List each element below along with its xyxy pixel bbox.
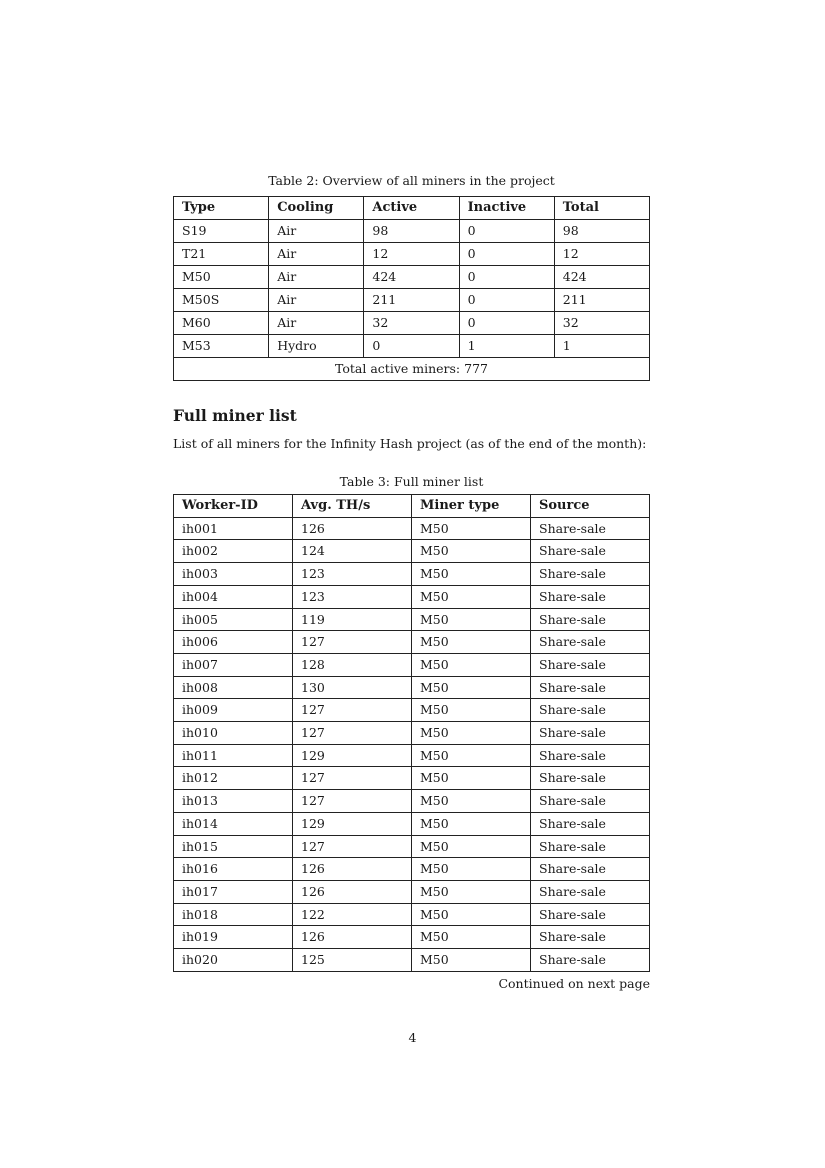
table-cell: 0: [364, 335, 459, 358]
total-active-miners: Total active miners: 777: [174, 358, 650, 381]
table-cell: M50: [412, 744, 531, 767]
table-cell: Share-sale: [531, 699, 650, 722]
table-cell: Share-sale: [531, 676, 650, 699]
table2-caption: Table 2: Overview of all miners in the project: [268, 173, 555, 188]
table-cell: 32: [364, 312, 459, 335]
table-cell: 127: [293, 631, 412, 654]
table-cell: ih010: [174, 722, 293, 745]
table-row: [174, 540, 650, 563]
table-cell: 12: [554, 243, 649, 266]
table-cell: Share-sale: [531, 790, 650, 813]
table-cell: ih001: [174, 517, 293, 540]
header-active: Active: [364, 197, 459, 220]
table-cell: Share-sale: [531, 858, 650, 881]
table-cell: ih005: [174, 608, 293, 631]
table-cell: M50: [412, 880, 531, 903]
table-cell: 211: [554, 289, 649, 312]
table-cell: ih008: [174, 676, 293, 699]
table-cell: Share-sale: [531, 722, 650, 745]
table-row: [174, 767, 650, 790]
continued-note: Continued on next page: [498, 976, 650, 991]
miner-overview-table: [173, 196, 650, 381]
table-row: [174, 676, 650, 699]
table-cell: 125: [293, 949, 412, 972]
table-cell: 32: [554, 312, 649, 335]
table-cell: ih011: [174, 744, 293, 767]
table-cell: ih003: [174, 563, 293, 586]
table-cell: Share-sale: [531, 880, 650, 903]
table-cell: M50: [412, 949, 531, 972]
table-cell: ih013: [174, 790, 293, 813]
table-cell: ih016: [174, 858, 293, 881]
table-row: [174, 312, 650, 335]
header-type: Type: [174, 197, 269, 220]
table-cell: M50: [412, 722, 531, 745]
header-inactive: Inactive: [459, 197, 554, 220]
table3-caption: Table 3: Full miner list: [339, 474, 484, 489]
table-cell: 123: [293, 585, 412, 608]
table-cell: 12: [364, 243, 459, 266]
table-cell: Air: [269, 289, 364, 312]
table-row: [174, 517, 650, 540]
table-cell: 123: [293, 563, 412, 586]
table-row: [174, 289, 650, 312]
table-cell: M50: [412, 767, 531, 790]
full-miner-list-table: [173, 494, 650, 972]
table-cell: Share-sale: [531, 744, 650, 767]
table-row: [174, 903, 650, 926]
table-row: [174, 858, 650, 881]
table-cell: M50: [412, 812, 531, 835]
table-cell: Share-sale: [531, 903, 650, 926]
table-cell: Share-sale: [531, 517, 650, 540]
table-cell: M50: [412, 540, 531, 563]
header-source: Source: [531, 495, 650, 518]
table-cell: Share-sale: [531, 926, 650, 949]
table-cell: 424: [364, 266, 459, 289]
table-cell: 127: [293, 699, 412, 722]
table-row: [174, 812, 650, 835]
table-cell: M50: [412, 631, 531, 654]
table-cell: M50: [412, 858, 531, 881]
table-cell: Share-sale: [531, 949, 650, 972]
table-cell: ih015: [174, 835, 293, 858]
table-row: [174, 631, 650, 654]
table-cell: 1: [554, 335, 649, 358]
table-cell: M50: [174, 266, 269, 289]
table-cell: 126: [293, 517, 412, 540]
table-cell: ih019: [174, 926, 293, 949]
table-row: [174, 220, 650, 243]
table-cell: 130: [293, 676, 412, 699]
table-row: [174, 653, 650, 676]
table-cell: Share-sale: [531, 540, 650, 563]
table-row: [174, 880, 650, 903]
table-cell: ih002: [174, 540, 293, 563]
header-total: Total: [554, 197, 649, 220]
table-cell: 126: [293, 858, 412, 881]
table-cell: 129: [293, 812, 412, 835]
table-cell: Share-sale: [531, 585, 650, 608]
table-header-row: [174, 197, 650, 220]
table-cell: 127: [293, 767, 412, 790]
table-cell: M50: [412, 676, 531, 699]
table-row: [174, 243, 650, 266]
page-number: 4: [408, 1030, 417, 1045]
table-cell: M50: [412, 517, 531, 540]
table-cell: M50: [412, 608, 531, 631]
header-miner-type: Miner type: [412, 495, 531, 518]
table-cell: 127: [293, 835, 412, 858]
table-header-row: [174, 495, 650, 518]
table-cell: 124: [293, 540, 412, 563]
table-cell: M60: [174, 312, 269, 335]
table-cell: Hydro: [269, 335, 364, 358]
section-intro: List of all miners for the Infinity Hash project (as of the end of the month):: [173, 436, 647, 451]
table-row: [174, 744, 650, 767]
table-cell: ih020: [174, 949, 293, 972]
table-cell: 98: [364, 220, 459, 243]
table-cell: ih017: [174, 880, 293, 903]
table-cell: 0: [459, 266, 554, 289]
header-cooling: Cooling: [269, 197, 364, 220]
table-cell: 0: [459, 312, 554, 335]
table-cell: 119: [293, 608, 412, 631]
table-cell: 0: [459, 289, 554, 312]
table-cell: 129: [293, 744, 412, 767]
table-cell: ih012: [174, 767, 293, 790]
table-cell: M50: [412, 585, 531, 608]
header-avg-ths: Avg. TH/s: [293, 495, 412, 518]
table-cell: 122: [293, 903, 412, 926]
table-cell: M50: [412, 903, 531, 926]
table-row: [174, 835, 650, 858]
section-heading: Full miner list: [173, 406, 297, 425]
table-row: [174, 266, 650, 289]
table-row: [174, 563, 650, 586]
table-cell: 1: [459, 335, 554, 358]
table-row: [174, 699, 650, 722]
table-cell: S19: [174, 220, 269, 243]
table-cell: ih007: [174, 653, 293, 676]
table-cell: M50: [412, 699, 531, 722]
table-cell: 127: [293, 722, 412, 745]
table-cell: M50S: [174, 289, 269, 312]
table-cell: 127: [293, 790, 412, 813]
table-cell: ih006: [174, 631, 293, 654]
table-cell: 126: [293, 880, 412, 903]
table-cell: M50: [412, 563, 531, 586]
table-cell: 211: [364, 289, 459, 312]
table-cell: M50: [412, 926, 531, 949]
table-row: [174, 585, 650, 608]
table-cell: Air: [269, 312, 364, 335]
table-cell: Share-sale: [531, 563, 650, 586]
table-cell: Share-sale: [531, 767, 650, 790]
table-cell: M50: [412, 790, 531, 813]
table-cell: 424: [554, 266, 649, 289]
table-cell: 128: [293, 653, 412, 676]
table-cell: M50: [412, 835, 531, 858]
table-cell: ih004: [174, 585, 293, 608]
table-row: [174, 722, 650, 745]
table-cell: ih014: [174, 812, 293, 835]
table-row: [174, 335, 650, 358]
table-cell: ih009: [174, 699, 293, 722]
table-row: [174, 608, 650, 631]
table-cell: Share-sale: [531, 653, 650, 676]
header-worker-id: Worker-ID: [174, 495, 293, 518]
table-footer-row: [174, 358, 650, 381]
table-cell: Air: [269, 243, 364, 266]
table-cell: Share-sale: [531, 835, 650, 858]
table-cell: 0: [459, 220, 554, 243]
table-cell: M53: [174, 335, 269, 358]
table-cell: 0: [459, 243, 554, 266]
table-cell: Air: [269, 220, 364, 243]
table-cell: 98: [554, 220, 649, 243]
table-row: [174, 926, 650, 949]
table-cell: Share-sale: [531, 608, 650, 631]
table-cell: M50: [412, 653, 531, 676]
table-cell: 126: [293, 926, 412, 949]
table-row: [174, 790, 650, 813]
table-cell: T21: [174, 243, 269, 266]
table-cell: Share-sale: [531, 812, 650, 835]
table-cell: Air: [269, 266, 364, 289]
table-cell: ih018: [174, 903, 293, 926]
table-row: [174, 949, 650, 972]
table-cell: Share-sale: [531, 631, 650, 654]
